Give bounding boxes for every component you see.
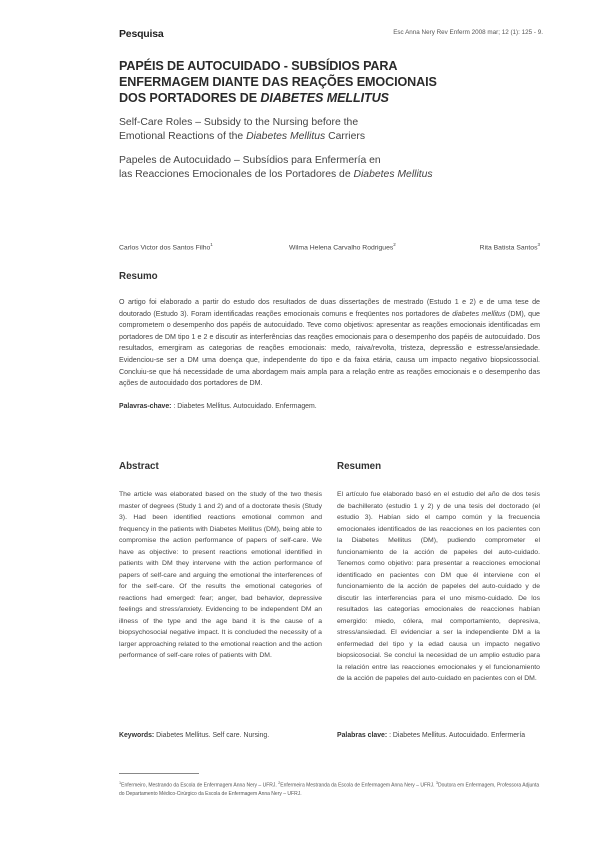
author-1-mark: 1 xyxy=(210,242,213,247)
author-3-mark: 3 xyxy=(537,242,540,247)
resumen-body: El artículo fue elaborado basó en el estudio del año de dos tesis de bachillerato (estudio 1 y 2) y de una tesis del doctorado (el estudio 3). Habían sido el campo común y la frecuencia emocionales identificados de las reacciones en los pacientes con la Diabetes Mellitus (DM), pudiendo comprometer el funcionamiento de la acción de papeles del auto-cuidado. Tenemos como objetivo: para presentar a reacciones emocional identificado en pacientes con DM que él interviene con el funcionamiento de la acción de papeles del auto-cuidado y de discutir las interferencias para el uno mismo-cuidado. De los resultados las categorías emocionales de reacciones habían emergido: miedo, cólera, mal comportamiento, depresiva, stress/ansiedad. El evidenciar a ser la independiente DM a la enfermedad del tipo y la edad causa un impacto negativo biopsicosocial. Se concluí la necesidad de un amplio estudio para la relación entre las reacciones emocionales y el funcionamiento de la acción de papeles del auto-cuidado en pacientes con el DM. xyxy=(337,491,540,682)
resumo-text-2: (DM), que comprometem o desempenho dos papéis de autocuidado. Teve como objetivos: apresentar as reações emocionais identificadas em portadores de DM tipo 1 e 2 e discutir as interferências das reações emocionais para o desempenho dos papéis de autocuidado. Dos resultados, emergiram as categorias de reações emocionais: medo, raiva/revolta, tristeza, depressão e estresse/ansiedade. Evidenciou-se ser a DM uma doença que, independente do tipo e da faixa etária, causa um impacto negativo biopsicossocial. Concluiu-se que há necessidade de uma abordagem mais ampla para a relação entre as reações emocionais e o desempenho das ações de autocuidado dos portadores de DM. xyxy=(119,309,540,388)
abstract-body: The article was elaborated based on the study of the two thesis master of degrees (Study 1 and 2) and of a doctorate thesis (Study 3). Had been identified reactions emotional common and frequency in the patients with Diabetes Mellitus (DM), being able to compromise the action performance of papers of self-care. We have as objective: to present reactions emotional identified in patients with DM they intervene with the action performance of papers of self-care and arguing the emotional the interferences of for the self-care. Of the results the emotional categories of reactions had emerged: fear; anger, bad behavior, depressive feelings and stress/anxiety. Evidencing to be independent DM an illness of the type and the age band it is the cause of a biopsychosocial negative impact. It is concluded the necessity of a larger approaching related to the emotional reaction and the action performance of self-care roles of patients with DM. xyxy=(119,491,322,659)
title-pt-line-2: ENFERMAGEM DIANTE DAS REAÇÕES EMOCIONAIS xyxy=(119,75,437,89)
title-block xyxy=(119,58,539,182)
resumo-body xyxy=(119,297,540,390)
resumen-section xyxy=(337,461,540,685)
resumo-italic: diabetes mellitus xyxy=(452,309,506,318)
title-pt-line-3: DOS PORTADORES DE xyxy=(119,91,261,105)
title-es-line-2: las Reacciones Emocionales de los Portadores de xyxy=(119,169,354,180)
footnote-mark-3: 3 xyxy=(435,781,439,785)
title-english xyxy=(119,116,539,144)
author-3-name: Rita Batista Santos xyxy=(479,244,538,252)
title-en-italic: Diabetes Mellitus xyxy=(246,131,326,142)
title-portuguese xyxy=(119,58,539,106)
resumen-keywords-values: : Diabetes Mellitus. Autocuidado. Enfermería xyxy=(387,732,526,739)
resumo-keywords-label: Palavras-chave: xyxy=(119,402,172,410)
title-en-line-1: Self-Care Roles – Subsidy to the Nursing before the xyxy=(119,117,359,128)
resumen-keywords xyxy=(337,732,525,739)
author-2-mark: 2 xyxy=(393,242,396,247)
abstract-keywords xyxy=(119,732,269,739)
author-footnote xyxy=(119,779,540,799)
footnote-text-2: Enfermeira Mestranda da Escola de Enfermagem Anna Nery – UFRJ. xyxy=(280,782,435,789)
author-name xyxy=(119,242,213,251)
resumo-keywords-values: : Diabetes Mellitus. Autocuidado. Enfermagem. xyxy=(171,402,317,410)
title-en-line-2: Emotional Reactions of the xyxy=(119,131,247,142)
title-es-italic: Diabetes Mellitus xyxy=(353,169,433,180)
journal-reference: Esc Anna Nery Rev Enferm 2008 mar; 12 (1): 125 - 9. xyxy=(393,29,543,36)
page-header xyxy=(119,28,543,42)
author-2-name: Wilma Helena Carvalho Rodrigues xyxy=(289,244,394,252)
resumo-text-1: O artigo foi elaborado a partir do estudo dos resultados de duas dissertações de mestrado (Estudo 1 e 2) e de uma tese de doutorado (Estudo 3). Foram identificadas reações emocionais comuns e freqüentes nos portadores de xyxy=(119,298,540,318)
resumo-section xyxy=(119,271,540,410)
title-es-line-1: Papeles de Autocuidado – Subsídios para Enfermería en xyxy=(119,155,381,166)
title-pt-line-1: PAPÉIS DE AUTOCUIDADO - SUBSÍDIOS PARA xyxy=(119,59,398,73)
abstract-keywords-label: Keywords: xyxy=(119,732,155,739)
title-en-suffix: Carriers xyxy=(325,131,366,142)
footnote-mark-1: 1 xyxy=(119,781,122,785)
section-name: Pesquisa xyxy=(119,28,164,40)
abstract-heading: Abstract xyxy=(119,461,159,472)
footnote-mark-2: 2 xyxy=(278,781,281,785)
author-1-name: Carlos Victor dos Santos Filho xyxy=(119,244,211,252)
resumo-keywords xyxy=(119,403,540,410)
footnote-text-3: Doutora em Enfermagem, Professora Adjunta do Departamento Médico-Cirúrgico da Escola de Enfermagem Anna Nery – UFRJ. xyxy=(119,782,540,798)
title-pt-italic: DIABETES MELLITUS xyxy=(260,91,389,105)
abstract-section xyxy=(119,461,322,662)
footnote-divider xyxy=(119,773,199,774)
resumen-keywords-label: Palabras clave: xyxy=(337,732,388,739)
author-name xyxy=(289,242,396,251)
resumen-heading: Resumen xyxy=(337,461,382,472)
abstract-keywords-values: Diabetes Mellitus. Self care. Nursing. xyxy=(154,732,270,739)
title-spanish xyxy=(119,154,539,182)
author-list xyxy=(119,242,540,254)
resumo-heading: Resumo xyxy=(119,271,158,282)
author-name xyxy=(480,242,540,251)
footnote-text-1: Enfermeiro, Mestrando da Escola de Enfermagem Anna Nery – UFRJ. xyxy=(121,782,277,789)
